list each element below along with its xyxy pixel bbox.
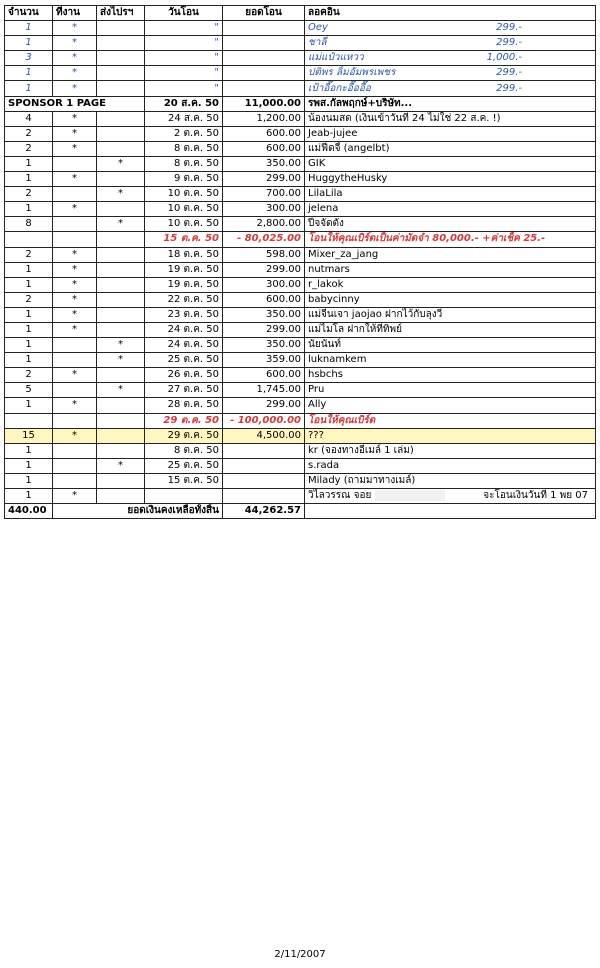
login-name: Oey [308,22,328,34]
cell-qty: 1 [5,307,53,322]
cell-ship [97,36,145,51]
cell-place: * [53,307,97,322]
cell-place: * [53,21,97,36]
table-row [5,156,596,171]
header-ship: ส่งไปรฯ [97,6,145,21]
pledge-amount: 299.- [496,82,522,94]
table-row [5,383,596,398]
cell-amount: 11,000.00 [223,96,305,111]
login-name: เป้าอี๊อกะอื๊ออื๊อ [308,82,371,94]
cell-ship: * [97,458,145,473]
cell-place: * [53,398,97,413]
cell-qty: 1 [5,172,53,187]
table-row [5,338,596,353]
header-amount: ยอดโอน [223,6,305,21]
cell-date: 22 ต.ค. 50 [145,292,223,307]
table-row [5,307,596,322]
cell-place [53,156,97,171]
cell-amount: 600.00 [223,126,305,141]
cell-amount: 700.00 [223,187,305,202]
cell-ship [97,413,145,428]
cell-date: " [145,21,223,36]
cell-qty: 1 [5,353,53,368]
cell-ship [97,111,145,126]
cell-date: " [145,81,223,96]
cell-amount: 350.00 [223,307,305,322]
cell-login [305,51,596,66]
table-row [5,398,596,413]
cell-place: * [53,172,97,187]
cell-date: 29 ต.ค. 50 [145,413,223,428]
cell-place [53,473,97,488]
cell-amount [223,51,305,66]
cell-ship [97,322,145,337]
pledge-amount: 299.- [496,37,522,49]
cell-ship [97,172,145,187]
cell-place: * [53,81,97,96]
cell-amount: 300.00 [223,277,305,292]
pledge-amount: 299.- [496,67,522,79]
cell-qty: 2 [5,141,53,156]
cell-amount: - 100,000.00 [223,413,305,428]
header-row [5,6,596,21]
table-row [5,368,596,383]
cell-qty: 1 [5,262,53,277]
cell-date: 26 ต.ค. 50 [145,368,223,383]
cell-amount [223,36,305,51]
cell-login: nutmars [305,262,596,277]
cell-amount: 299.00 [223,322,305,337]
cell-login: แม่จีนเจา jaojao ฝากไว้กับลุงวี [305,307,596,322]
cell-ship [97,262,145,277]
table-row [5,111,596,126]
cell-place: * [53,111,97,126]
cell-amount [223,81,305,96]
login-name: ชาลี [308,37,327,49]
cell-date: 8 ต.ค. 50 [145,443,223,458]
cell-date: " [145,36,223,51]
table-row [5,66,596,81]
cell-amount: 600.00 [223,292,305,307]
table-row [5,247,596,262]
cell-ship: * [97,338,145,353]
cell-login: r_lakok [305,277,596,292]
cell-place: * [53,36,97,51]
cell-place: * [53,368,97,383]
cell-date: 10 ต.ค. 50 [145,217,223,232]
table-row [5,353,596,368]
cell-amount: 600.00 [223,368,305,383]
cell-qty: 2 [5,187,53,202]
table-row [5,126,596,141]
table-row [5,489,596,504]
cell-login: jelena [305,202,596,217]
cell-date: 18 ต.ค. 50 [145,247,223,262]
cell-amount: 299.00 [223,398,305,413]
cell-date: 25 ต.ค. 50 [145,458,223,473]
table-row [5,141,596,156]
cell-place: * [53,141,97,156]
cell-ship [97,141,145,156]
cell-login: นัยนันท์ [305,338,596,353]
cell-qty: 3 [5,51,53,66]
cell-amount: 2,800.00 [223,217,305,232]
table-row [5,172,596,187]
cell-date: 24 ต.ค. 50 [145,322,223,337]
cell-login [305,66,596,81]
cell-ship: * [97,383,145,398]
footer-row [5,504,596,519]
cell-ship [97,489,145,504]
cell-qty: 8 [5,217,53,232]
cell-login: kr (จองทางอีเมล์ 1 เล่ม) [305,443,596,458]
cell-ship [97,277,145,292]
cell-ship [97,398,145,413]
header-place: ที่งาน [53,6,97,21]
cell-login: LilaLila [305,187,596,202]
cell-qty: SPONSOR 1 PAGE [5,96,145,111]
cell-amount: 350.00 [223,338,305,353]
cell-login: Pru [305,383,596,398]
cell-login [305,21,596,36]
footer-balance: 44,262.57 [223,504,305,519]
cell-qty: 1 [5,202,53,217]
cell-qty: 1 [5,338,53,353]
cell-amount: 1,200.00 [223,111,305,126]
cell-qty: 1 [5,443,53,458]
cell-login [305,489,596,504]
pledge-amount: 1,000.- [486,52,522,64]
pledge-amount: 299.- [496,22,522,34]
cell-date: 19 ต.ค. 50 [145,262,223,277]
cell-amount: 600.00 [223,141,305,156]
login-name: วิไลวรรณ จอย [308,490,372,502]
cell-ship [97,443,145,458]
cell-login: hsbchs [305,368,596,383]
cell-place: * [53,292,97,307]
cell-date: 8 ต.ค. 50 [145,156,223,171]
cell-login: ปีจจัดตัง [305,217,596,232]
cell-ship [97,126,145,141]
cell-ship [97,21,145,36]
cell-login: แม่ฟีดจี้ (angelbt) [305,141,596,156]
cell-qty: 1 [5,398,53,413]
cell-login [305,81,596,96]
footer-empty [305,504,596,519]
table-row [5,202,596,217]
cell-qty: 2 [5,247,53,262]
cell-date: 28 ต.ค. 50 [145,398,223,413]
cell-date: 29 ต.ค. 50 [145,428,223,443]
cell-place: * [53,126,97,141]
footer-balance-label: ยอดเงินคงเหลือทั้งสิ้น [53,504,223,519]
cell-date: " [145,66,223,81]
cell-amount [223,66,305,81]
cell-date [145,489,223,504]
table-row [5,96,596,111]
cell-login: s.rada [305,458,596,473]
cell-qty: 5 [5,383,53,398]
cell-place: * [53,262,97,277]
header-login: ลอคอิน [305,6,596,21]
cell-date: 23 ต.ค. 50 [145,307,223,322]
cell-place: * [53,322,97,337]
cell-place: * [53,489,97,504]
cell-place [53,217,97,232]
cell-place: * [53,247,97,262]
cell-login [305,36,596,51]
cell-place: * [53,277,97,292]
cell-amount: 359.00 [223,353,305,368]
cell-ship [97,292,145,307]
cell-place: * [53,428,97,443]
cell-ship: * [97,156,145,171]
cell-ship [97,473,145,488]
cell-date: 24 ส.ค. 50 [145,111,223,126]
cell-date: 15 ต.ค. 50 [145,232,223,247]
cell-amount [223,21,305,36]
cell-date: 8 ต.ค. 50 [145,141,223,156]
cell-login: โอนให้คุณเบิร์ด [305,413,596,428]
cell-date: 25 ต.ค. 50 [145,353,223,368]
cell-qty: 1 [5,322,53,337]
cell-place: * [53,51,97,66]
cell-qty: 1 [5,21,53,36]
cell-date: 24 ต.ค. 50 [145,338,223,353]
table-row [5,458,596,473]
page-date: 2/11/2007 [274,949,326,960]
cell-qty: 1 [5,489,53,504]
cell-login: น้องนมสด (เงินเข้าวันที่ 24 ไม่ใช่ 22 ส.ค. !) [305,111,596,126]
cell-qty: 4 [5,111,53,126]
cell-ship [97,202,145,217]
cell-login: Ally [305,398,596,413]
table-row [5,187,596,202]
cell-qty: 2 [5,368,53,383]
cell-qty: 1 [5,156,53,171]
redacted-block [375,490,445,501]
cell-amount: 299.00 [223,262,305,277]
table-row [5,277,596,292]
cell-place [53,338,97,353]
cell-ship [97,307,145,322]
cell-ship [97,247,145,262]
table-row [5,36,596,51]
cell-qty: 1 [5,36,53,51]
cell-login: ??? [305,428,596,443]
cell-login: GIK [305,156,596,171]
cell-place [53,187,97,202]
header-qty: จำนวน [5,6,53,21]
cell-place [53,458,97,473]
cell-amount [223,473,305,488]
cell-amount: - 80,025.00 [223,232,305,247]
transfer-note: จะโอนเงินวันที่ 1 พย 07 [483,490,588,502]
cell-login: แม่ไมโล ฝากให้ที่ทิพย์ [305,322,596,337]
cell-date: 27 ต.ค. 50 [145,383,223,398]
cell-place [53,232,97,247]
cell-amount: 350.00 [223,156,305,171]
cell-ship [97,368,145,383]
cell-place [53,383,97,398]
cell-date: " [145,51,223,66]
table-row [5,21,596,36]
cell-amount [223,443,305,458]
cell-amount [223,489,305,504]
cell-amount [223,458,305,473]
login-name: ปติพร ลิ้มอัมพรเพชร [308,67,396,79]
cell-amount: 299.00 [223,172,305,187]
cell-qty: 2 [5,292,53,307]
cell-login: luknamkem [305,353,596,368]
cell-login: Milady (ถามมาทางเมล์) [305,473,596,488]
table-row [5,232,596,247]
cell-ship [97,81,145,96]
cell-date: 2 ต.ค. 50 [145,126,223,141]
table-row [5,217,596,232]
cell-qty [5,413,53,428]
cell-ship [97,232,145,247]
cell-place: * [53,66,97,81]
cell-qty: 1 [5,473,53,488]
cell-qty: 15 [5,428,53,443]
cell-date: 10 ต.ค. 50 [145,202,223,217]
cell-qty: 2 [5,126,53,141]
table-row [5,81,596,96]
table-row [5,322,596,337]
cell-ship: * [97,353,145,368]
cell-qty: 1 [5,81,53,96]
table-row [5,292,596,307]
table-row [5,473,596,488]
table-row [5,443,596,458]
cell-login: babycinny [305,292,596,307]
cell-date: 20 ส.ค. 50 [145,96,223,111]
cell-amount: 4,500.00 [223,428,305,443]
cell-login: รพส.กัลพฤกษ์+บริษัท... [305,96,596,111]
table-row [5,262,596,277]
cell-place [53,353,97,368]
cell-place: * [53,202,97,217]
header-date: วันโอน [145,6,223,21]
cell-amount: 1,745.00 [223,383,305,398]
footer-total-qty: 440.00 [5,504,53,519]
cell-ship [97,66,145,81]
table-row [5,428,596,443]
cell-ship: * [97,217,145,232]
cell-qty: 1 [5,277,53,292]
cell-qty [5,232,53,247]
cell-place [53,413,97,428]
cell-ship [97,428,145,443]
login-name: แม่แป๋วแหวว [308,52,364,64]
table-row [5,413,596,428]
cell-ship: * [97,187,145,202]
cell-date: 9 ต.ค. 50 [145,172,223,187]
cell-amount: 300.00 [223,202,305,217]
cell-amount: 598.00 [223,247,305,262]
cell-login: Jeab-jujee [305,126,596,141]
cell-login: โอนให้คุณเบิร์ดเป็นค่ามัดจำ 80,000.- +ค่าเช็ค 25.- [305,232,596,247]
cell-date: 15 ต.ค. 50 [145,473,223,488]
cell-date: 19 ต.ค. 50 [145,277,223,292]
table-row [5,51,596,66]
cell-place [53,443,97,458]
cell-qty: 1 [5,66,53,81]
cell-date: 10 ต.ค. 50 [145,187,223,202]
cell-login: HuggytheHusky [305,172,596,187]
cell-qty: 1 [5,458,53,473]
cell-login: Mixer_za_jang [305,247,596,262]
ledger-table [4,5,596,519]
cell-ship [97,51,145,66]
